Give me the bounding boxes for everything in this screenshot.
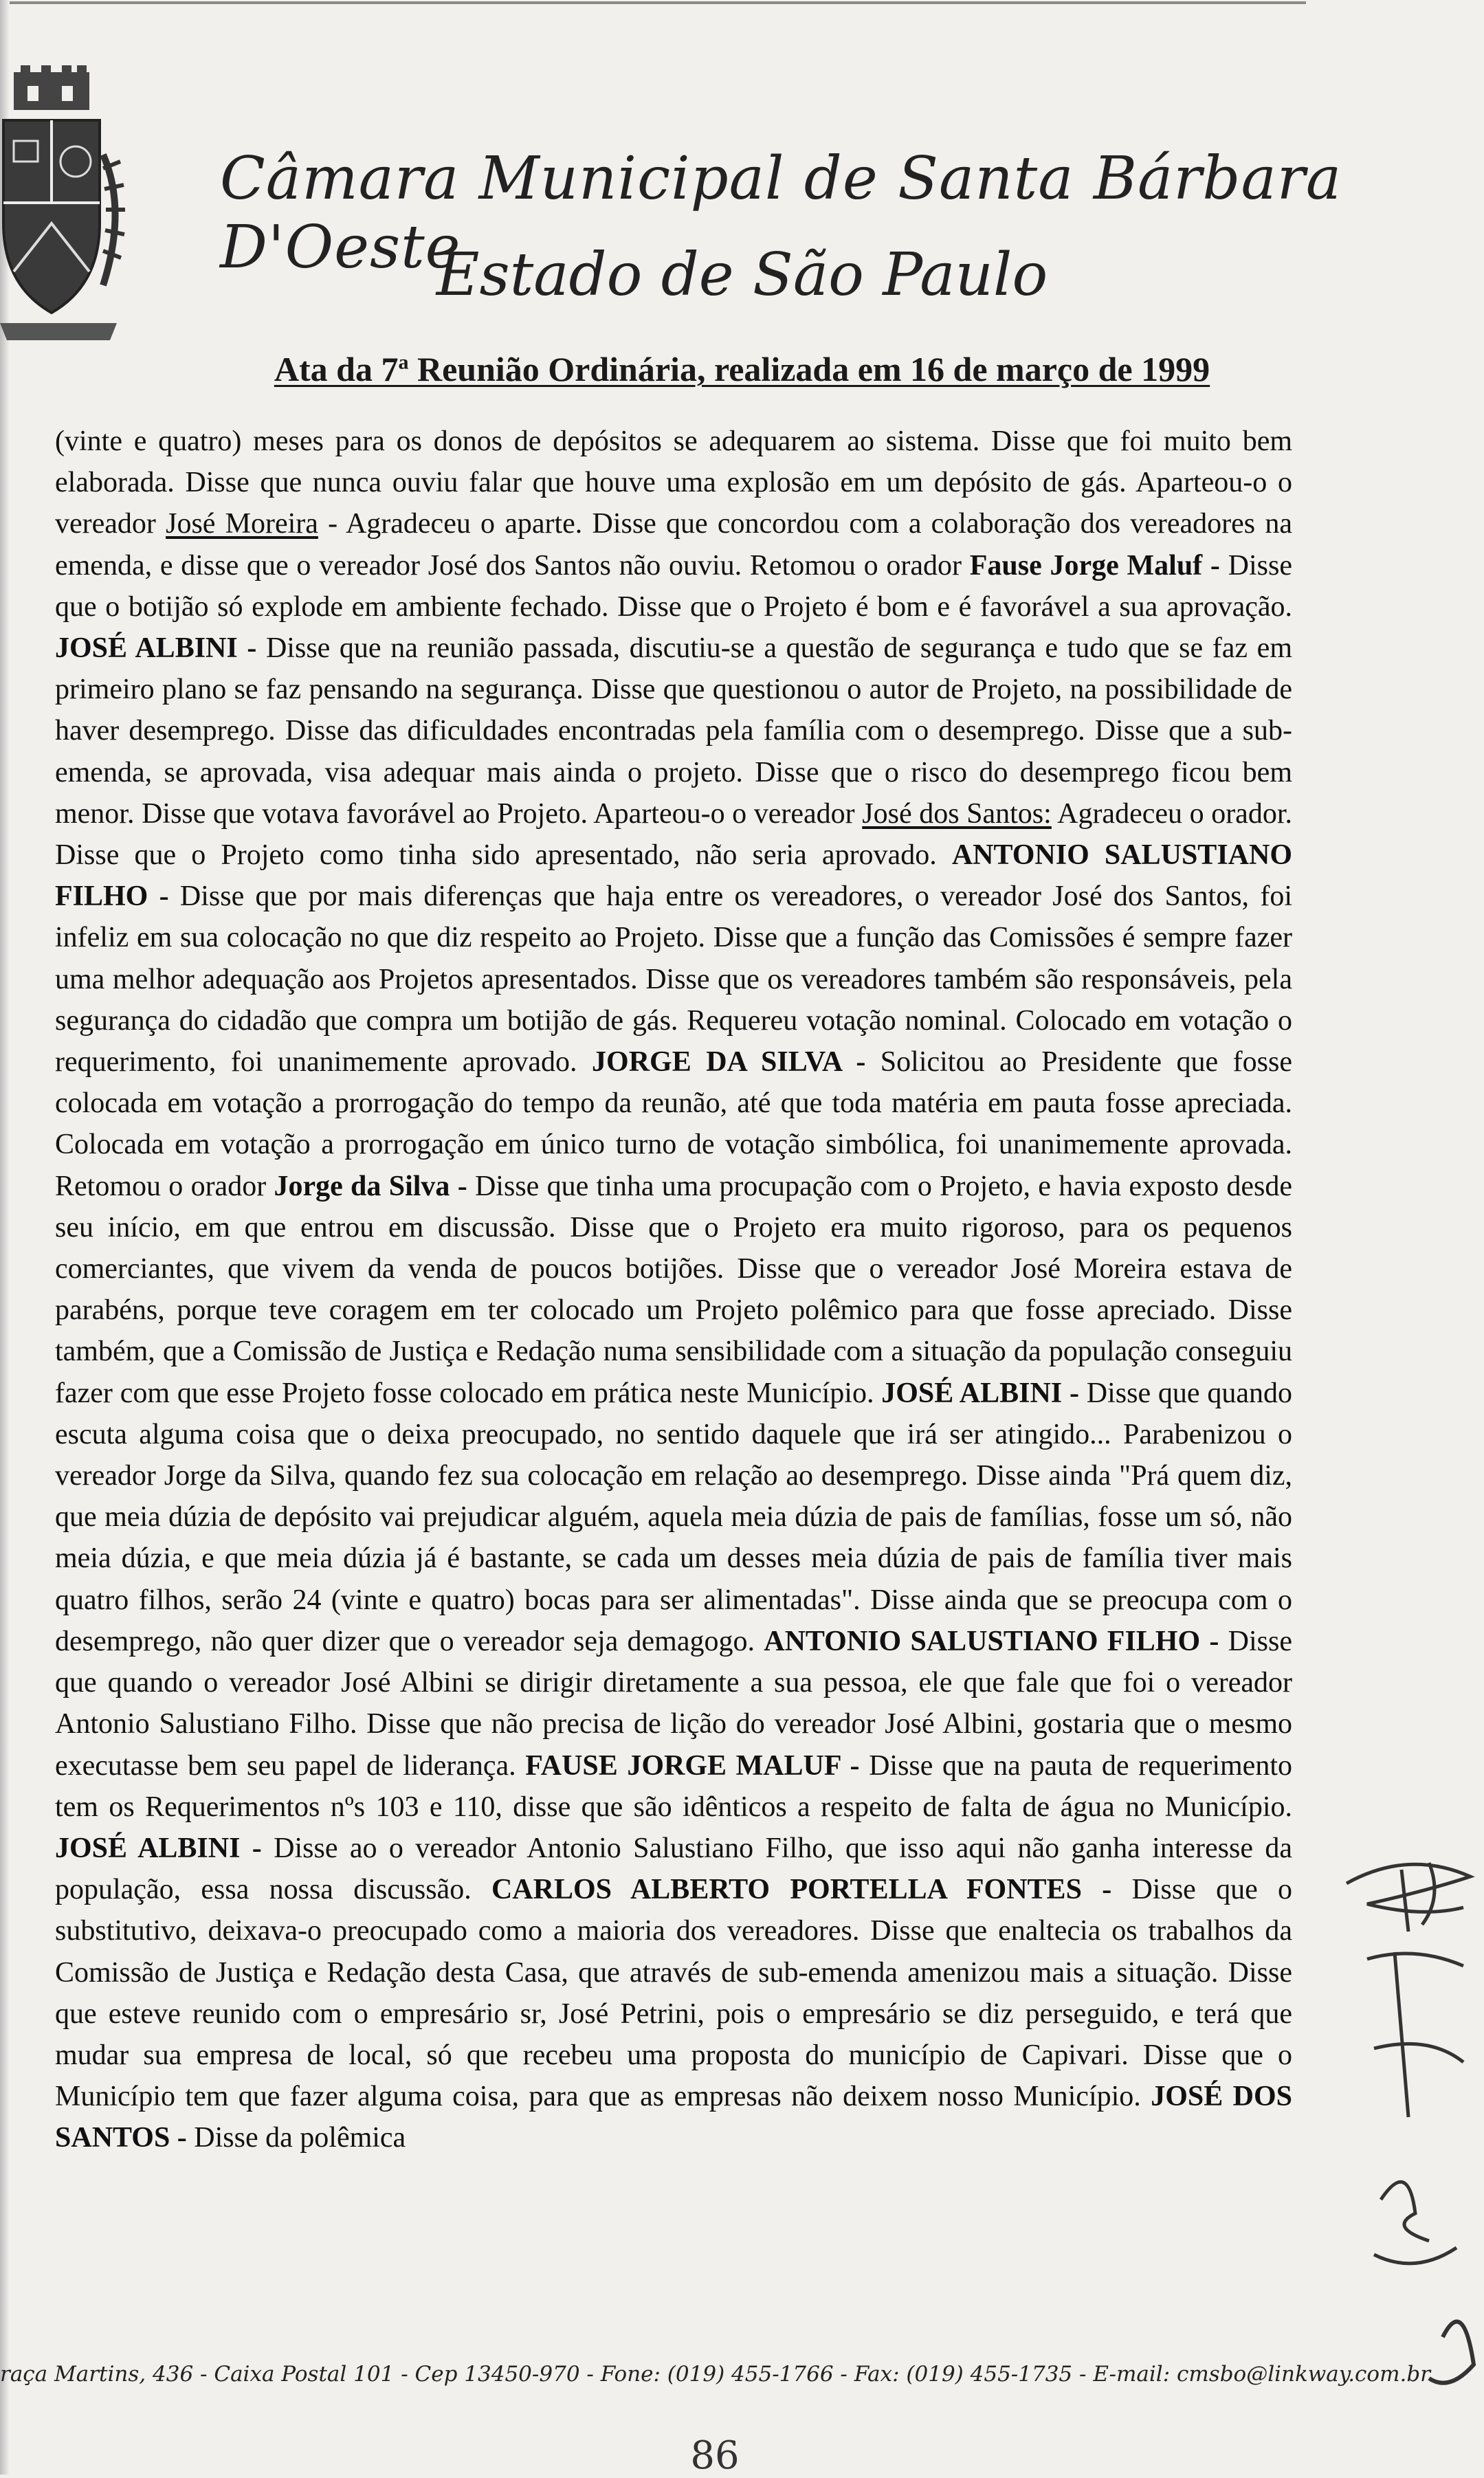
- speaker-name: FAUSE JORGE MALUF -: [525, 1749, 860, 1782]
- speaker-name: José Moreira: [166, 508, 318, 540]
- body-text: Solicitou ao Presidente que fosse colocada em votação a prorrogação do tempo da reunão, até que toda matéria em pauta fosse apreciada. Colocada em votação a prorrogação em único turno de votação simbólica, foi unanimemente aprovada. Retomou o orador: [55, 1046, 1292, 1202]
- header-title-line1: Câmara Municipal de Santa Bárbara D'Oeste: [220, 144, 1342, 282]
- handwritten-signature-icon: [1326, 1842, 1484, 2406]
- body-text: (vinte e quatro) meses para os donos de depósitos se adequarem ao sistema. Disse que foi muito bem elaborada. Disse que nunca ouviu falar que houve uma explosão em um depósito de gás. Aparteou-o o vereador: [55, 425, 1292, 540]
- speaker-name: ANTONIO SALUSTIANO FILHO -: [55, 839, 1292, 913]
- header-title-line2: Estado de São Paulo: [436, 241, 1048, 309]
- footer-address: raça Martins, 436 - Caixa Postal 101 - Cep 13450-970 - Fone: (019) 455-1766 - Fax: (019) 455-1735 - E-mail: cmsbo@linkway.com.br: [0, 2362, 1430, 2387]
- coat-of-arms-icon: [0, 65, 131, 354]
- speaker-name: JOSÉ ALBINI -: [55, 1832, 262, 1864]
- body-text: - Agradeceu o aparte. Disse que concordou com a colaboração dos vereadores na emenda, e disse que o vereador José dos Santos não ouviu. Retomou o orador: [55, 508, 1292, 582]
- page-number: 86: [690, 2433, 740, 2478]
- body-text: Disse que o botijão só explode em ambiente fechado. Disse que o Projeto é bom e é favorável a sua aprovação.: [55, 549, 1292, 623]
- minutes-heading: [0, 349, 1484, 389]
- body-text: Disse da polêmica: [186, 2122, 406, 2154]
- speaker-name: JOSÉ ALBINI -: [881, 1377, 1079, 1409]
- speaker-name: JOSÉ DOS SANTOS -: [55, 2081, 1292, 2154]
- speaker-name: ANTONIO SALUSTIANO FILHO -: [764, 1625, 1219, 1657]
- body-text: Disse que tinha uma procupação com o Projeto, e havia exposto desde seu início, em que entrou em discussão. Disse que o Projeto era muito rigoroso, para os pequenos comerciantes, que vivem da venda de poucos botijões. Disse que o vereador José Moreira estava de parabéns, porque teve coragem em ter colocado um Projeto polêmico para que fosse apreciado. Disse também, que a Comissão de Justiça e Redação numa sensibilidade com a situação da população conseguiu fazer com que esse Projeto fosse colocado em prática neste Município.: [55, 1170, 1293, 1409]
- speaker-name: JOSÉ ALBINI -: [55, 632, 257, 665]
- body-text: Disse que o substitutivo, deixava-o preocupado como a maioria dos vereadores. Disse que enaltecia os trabalhos da Comissão de Justiça e Redação desta Casa, que através de sub-emenda amenizou mais a situação. Disse que esteve reunido com o empresário sr, José Petrini, pois o empresário se diz perseguido, e terá que mudar sua empresa de local, só que recebeu uma proposta do município de Capivari. Disse que o Município tem que fazer alguma coisa, para que as empresas não deixem nosso Município.: [55, 1874, 1292, 2113]
- speaker-name: Fause Jorge Maluf -: [969, 549, 1220, 582]
- speaker-name: CARLOS ALBERTO PORTELLA FONTES -: [491, 1874, 1112, 1906]
- body-text: Disse que quando escuta alguma coisa que o deixa preocupado, no sentido daquele que irá ser atingido... Parabenizou o vereador Jorge da Silva, quando fez sua colocação em relação ao desemprego. Disse ainda "Prá quem diz, que meia dúzia de depósito vai prejudicar alguém, aquela meia dúzia de pais de famílias, fosse um só, não meia dúzia, e que meia dúzia já é bastante, se cada um desses meia dúzia de pais de família tiver mais quatro filhos, serão 24 (vinte e quatro) bocas para ser alimentadas". Disse ainda que se preocupa com o desemprego, não quer dizer que o vereador seja demagogo.: [55, 1377, 1292, 1657]
- speaker-name: José dos Santos:: [862, 797, 1052, 830]
- body-text: Agradeceu o orador. Disse que o Projeto como tinha sido apresentado, não seria aprovado.: [55, 797, 1292, 872]
- speaker-name: Jorge da Silva -: [274, 1170, 467, 1202]
- minutes-paragraph: [55, 421, 1292, 2159]
- minutes-heading-prefix: Ata da 7: [274, 350, 399, 388]
- body-text: Disse que na pauta de requerimento tem os Requerimentos nºs 103 e 110, disse que são idênticos a respeito de falta de água no Município.: [55, 1749, 1292, 1823]
- top-rule: [0, 1, 1306, 4]
- body-text: Disse que por mais diferenças que haja entre os vereadores, o vereador José dos Santos, foi infeliz em sua colocação no que diz respeito ao Projeto. Disse que a função das Comissões é sempre fazer uma melhor adequação aos Projetos apresentados. Disse que os vereadores também são responsáveis, pela segurança do cidadão que compra um botijão de gás. Requereu votação nominal. Colocado em votação o requerimento, foi unanimemente aprovado.: [55, 881, 1292, 1078]
- minutes-body: [55, 421, 1292, 2159]
- minutes-heading-rest: Reunião Ordinária, realizada em 16 de março de 1999: [408, 350, 1210, 388]
- body-text: Disse que quando o vereador José Albini se dirigir diretamente a sua pessoa, ele que fale que foi o vereador Antonio Salustiano Filho. Disse que não precisa de lição do vereador José Albini, gostaria que o mesmo executasse bem seu papel de liderança.: [55, 1625, 1292, 1782]
- body-text: Disse que na reunião passada, discutiu-se a questão de segurança e tudo que se faz em primeiro plano se faz pensando na segurança. Disse que questionou o autor de Projeto, na possibilidade de haver desemprego. Disse das dificuldades encontradas pela família com o desemprego. Disse que a sub-emenda, se aprovada, visa adequar mais ainda o projeto. Disse que o risco do desemprego ficou bem menor. Disse que votava favorável ao Projeto. Aparteou-o o vereador: [55, 632, 1292, 830]
- speaker-name: JORGE DA SILVA -: [592, 1046, 866, 1078]
- minutes-heading-ordinal: a: [398, 351, 409, 374]
- body-text: Disse ao o vereador Antonio Salustiano Filho, que isso aqui não ganha interesse da população, essa nossa discussão.: [55, 1832, 1293, 1906]
